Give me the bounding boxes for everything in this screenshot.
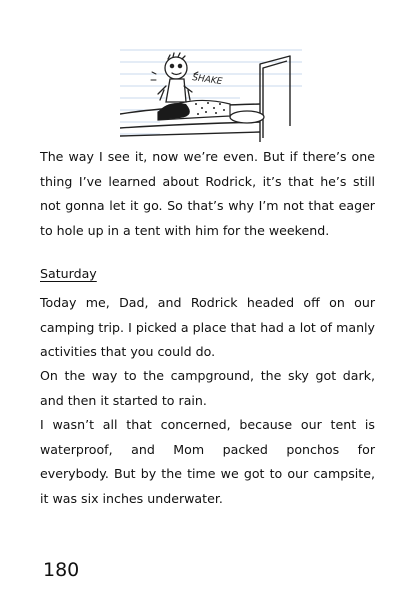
character [158, 53, 192, 102]
pillow [230, 111, 264, 123]
paragraph-4: I wasn’t all that concerned, because our tent is waterproof, and Mom packed ponchos for everybody. But by the time we got to our campsite, it was six inches underwater. [40, 417, 375, 506]
paragraph-1: The way I see it, now we’re even. But if there’s one thing I’ve learned about Rodrick, it’s that he’s still not gonna let it go. So that’s why I’m not that eager to hole up in a tent with him for the weekend. [40, 149, 375, 238]
page-number: 180 [43, 559, 80, 581]
section-heading-saturday: Saturday [40, 266, 97, 281]
blanket [158, 100, 230, 120]
paragraph-2: Today me, Dad, and Rodrick headed off on our camping trip. I picked a place that had a lot of manly activities that you could do. [40, 295, 375, 359]
sound-effect-label: SHAKE [191, 73, 223, 88]
bed [120, 56, 290, 142]
paragraph-3: On the way to the campground, the sky got dark, and then it started to rain. [40, 368, 375, 408]
lined-paper-background [120, 50, 302, 134]
cartoon-illustration [120, 44, 302, 146]
